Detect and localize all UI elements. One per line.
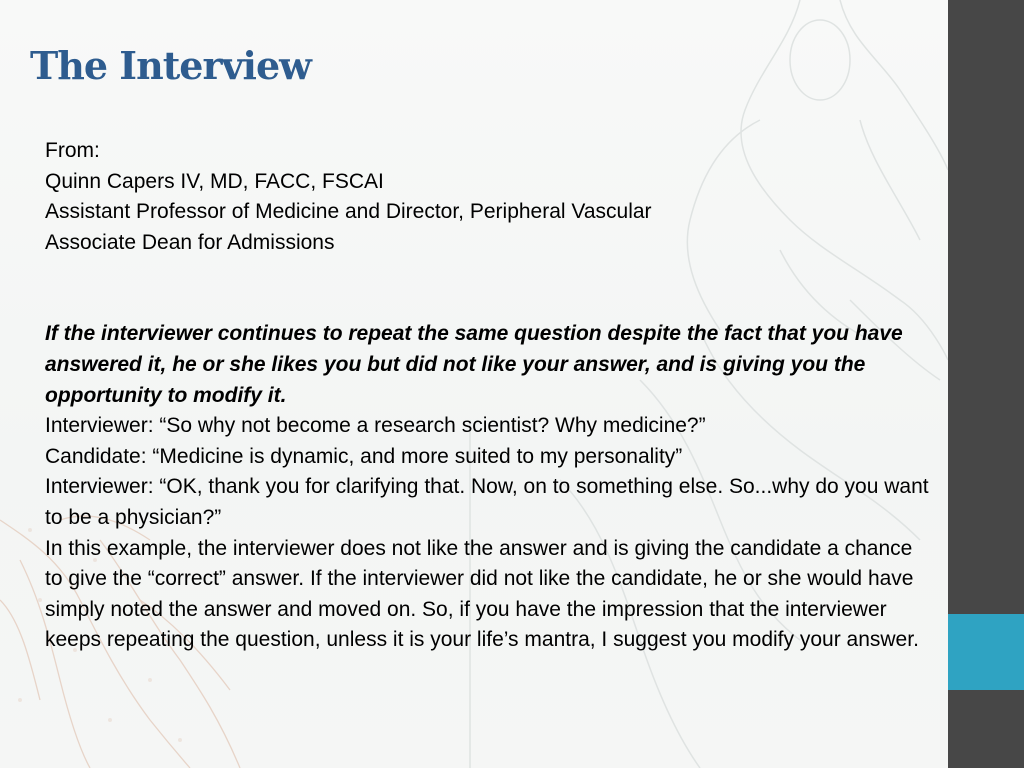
author-role-secondary: Associate Dean for Admissions: [45, 230, 335, 254]
dialogue-line-interviewer-1: Interviewer: “So why not become a research scientist? Why medicine?”: [45, 414, 706, 438]
dialogue-line-candidate: Candidate: “Medicine is dynamic, and more suited to my personality”: [45, 444, 683, 468]
conclusion-paragraph: In this example, the interviewer does not like the answer and is giving the candidate a chance to give the “correct” answer. If the interviewer did not like the candidate, he or she would have simply noted the answer and moved on. So, if you have the impression that the interviewer keeps repeating the question, unless it is your life’s mantra, I suggest you modify your answer.: [45, 536, 919, 652]
slide-title: The Interview: [30, 43, 311, 88]
slide-body: [45, 136, 935, 656]
from-label: From:: [45, 139, 100, 162]
dialogue-line-interviewer-2: Interviewer: “OK, thank you for clarifying that. Now, on to something else. So...why do you want to be a physician?”: [45, 475, 929, 529]
emphasis-statement: If the interviewer continues to repeat the same question despite the fact that you have answered it, he or she likes you but did not like your answer, and is giving you the opportunity to modify it.: [45, 322, 903, 407]
author-name: Quinn Capers IV, MD, FACC, FSCAI: [45, 169, 384, 193]
decorative-accent-block: [948, 614, 1024, 690]
spacer: [45, 258, 935, 319]
author-role: Assistant Professor of Medicine and Director, Peripheral Vascular: [45, 200, 652, 224]
